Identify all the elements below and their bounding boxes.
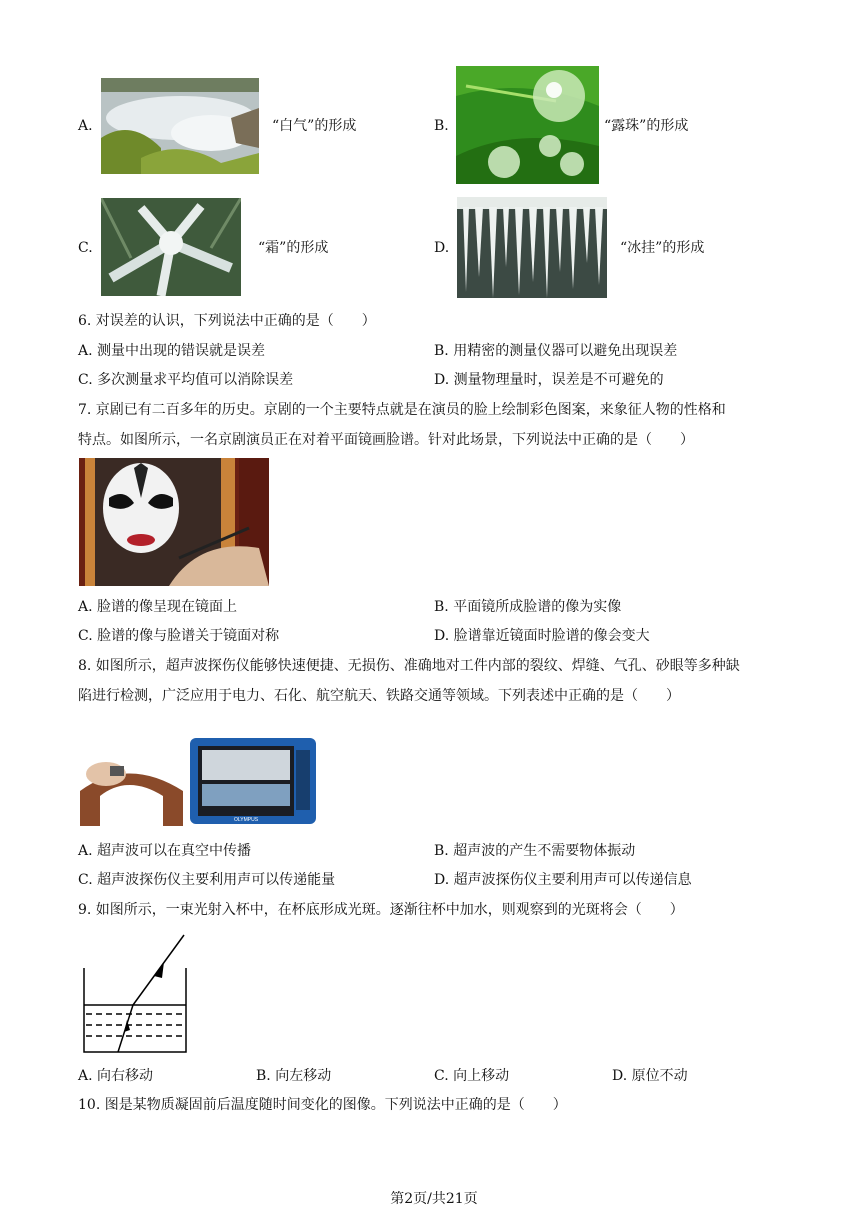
q10-stem: 10. 图是某物质凝固前后温度随时间变化的图像。下列说法中正确的是（ ） — [78, 1097, 567, 1113]
device-brand-label: OLYMPUS — [234, 817, 259, 823]
icicles-photo — [457, 197, 607, 298]
frost-on-plant-photo — [101, 198, 241, 296]
q5-option-d-letter: D. — [434, 240, 450, 256]
q5-option-a-caption: “白气”的形成 — [272, 118, 357, 134]
ultrasonic-flaw-detector-photo — [78, 736, 318, 828]
light-cup-diagram — [78, 930, 193, 1056]
q9-option-a: A. 向右移动 — [78, 1068, 154, 1084]
q9-stem: 9. 如图所示，一束光射入杯中，在杯底形成光斑。逐渐往杯中加水，则观察到的光斑将会（ ） — [78, 902, 684, 918]
q5-option-b-letter: B. — [434, 118, 449, 134]
q5-option-d-caption: “冰挂”的形成 — [620, 240, 705, 256]
q7-option-b: B. 平面镜所成脸谱的像为实像 — [434, 599, 622, 615]
dewdrops-on-leaf-photo — [456, 66, 599, 184]
q5-option-b-caption: “露珠”的形成 — [604, 118, 689, 134]
q9-option-d: D. 原位不动 — [612, 1068, 688, 1084]
q7-option-a: A. 脸谱的像呈现在镜面上 — [78, 599, 238, 615]
q8-option-d: D. 超声波探伤仪主要利用声可以传递信息 — [434, 872, 692, 888]
q7-option-d: D. 脸谱靠近镜面时脸谱的像会变大 — [434, 628, 650, 644]
q9-option-b: B. 向左移动 — [256, 1068, 332, 1084]
peking-opera-mirror-photo — [79, 458, 269, 586]
q8-option-a: A. 超声波可以在真空中传播 — [78, 843, 252, 859]
q6-option-d: D. 测量物理量时，误差是不可避免的 — [434, 372, 664, 388]
q6-option-b: B. 用精密的测量仪器可以避免出现误差 — [434, 343, 678, 359]
page-number: 第2页/共21页 — [390, 1191, 478, 1207]
q8-option-b: B. 超声波的产生不需要物体振动 — [434, 843, 636, 859]
q5-option-a-letter: A. — [78, 118, 93, 134]
q6-stem: 6. 对误差的认识，下列说法中正确的是（ ） — [78, 313, 376, 329]
q8-option-c: C. 超声波探伤仪主要利用声可以传递能量 — [78, 872, 336, 888]
q5-option-c-caption: “霜”的形成 — [258, 240, 329, 256]
q7-stem-line2: 特点。如图所示，一名京剧演员正在对着平面镜画脸谱。针对此场景，下列说法中正确的是（ ） — [78, 432, 694, 448]
q6-option-c: C. 多次测量求平均值可以消除误差 — [78, 372, 294, 388]
q7-stem-line1: 7. 京剧已有二百多年的历史。京剧的一个主要特点就是在演员的脸上绘制彩色图案，来象征人物的性格和 — [78, 402, 726, 418]
q7-option-c: C. 脸谱的像与脸谱关于镜面对称 — [78, 628, 280, 644]
q6-option-a: A. 测量中出现的错误就是误差 — [78, 343, 266, 359]
q9-option-c: C. 向上移动 — [434, 1068, 510, 1084]
mist-over-grass-photo — [101, 78, 259, 174]
q5-option-c-letter: C. — [78, 240, 93, 256]
q8-stem-line2: 陷进行检测，广泛应用于电力、石化、航空航天、铁路交通等领域。下列表述中正确的是（ ） — [78, 688, 680, 704]
q8-stem-line1: 8. 如图所示，超声波探伤仪能够快速便捷、无损伤、准确地对工件内部的裂纹、焊缝、气孔、砂眼等多种缺 — [78, 658, 740, 674]
